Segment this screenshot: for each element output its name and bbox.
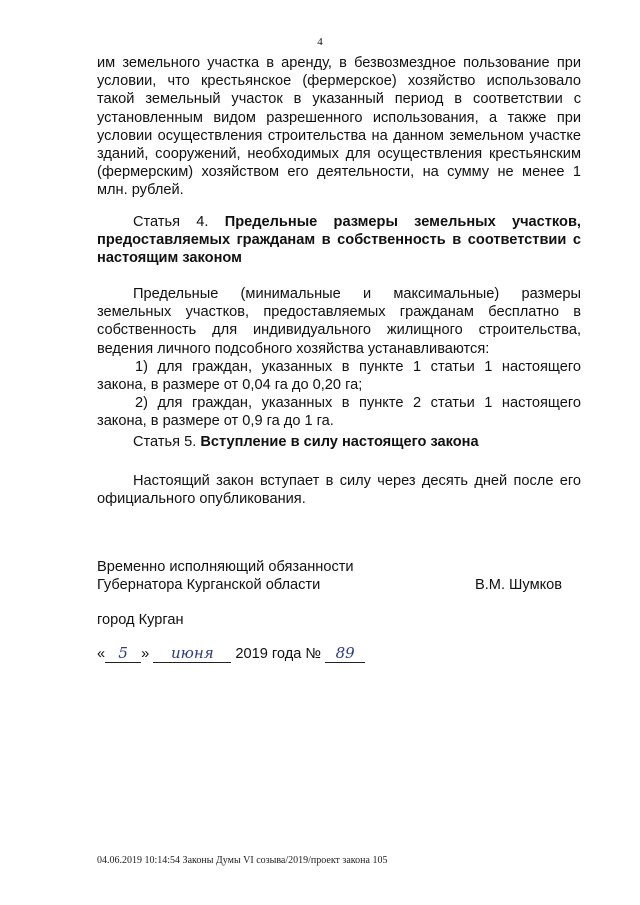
article-4-item-2: 2) для граждан, указанных в пункте 2 статьи 1 настоящего закона, в размере от 0,9 га до 1 га. xyxy=(97,395,581,430)
date-month: июня xyxy=(153,645,231,663)
date-close-quote: » xyxy=(141,646,150,662)
law-number: 89 xyxy=(325,645,365,663)
signatory-name: В.М. Шумков xyxy=(475,577,563,593)
article-5-heading xyxy=(97,433,581,451)
date-year: 2019 года № xyxy=(235,646,322,662)
signatory-position xyxy=(97,558,354,594)
paragraph-continuation: им земельного участка в аренду, в безвозмездное пользование при условии, что крестьянское (фермерское) хозяйство использовало такой земельный участок в указанный период в соответствии с установленным видом разрешенного использования, а также при условии осуществления строительства на данном земельном участке зданий, сооружений, необходимых для осуществления крестьянским (фермерским) хозяйством его деятельности, на сумму не менее 1 млн. рублей. xyxy=(97,55,581,199)
article-5-title: Вступление в силу настоящего закона xyxy=(200,434,479,450)
date-line xyxy=(97,645,365,663)
city: город Курган xyxy=(97,612,184,628)
signatory-position-line-2: Губернатора Курганской области xyxy=(97,577,321,594)
footer-file-path: 04.06.2019 10:14:54 Законы Думы VI созыва/2019/проект закона 105 xyxy=(97,855,388,866)
article-5-body: Настоящий закон вступает в силу через десять дней после его официального опубликования. xyxy=(97,473,581,508)
date-day: 5 xyxy=(105,645,141,663)
article-4-title: Предельные размеры земельных участков, предоставляемых гражданам в собственность в соответствии с настоящим законом xyxy=(97,214,581,267)
article-4-intro: Предельные (минимальные и максимальные) размеры земельных участков, предоставляемых гражданам бесплатно в собственность для индивидуального жилищного строительства, ведения личного подсобного хозяйства устанавливаются: xyxy=(97,286,581,357)
article-4-body xyxy=(97,285,581,431)
date-open-quote: « xyxy=(97,646,106,662)
page-number: 4 xyxy=(317,36,323,48)
article-4-item-1: 1) для граждан, указанных в пункте 1 статьи 1 настоящего закона, в размере от 0,04 га до 0,20 га; xyxy=(97,358,581,394)
article-4-heading xyxy=(97,213,581,268)
article-4-prefix: Статья 4. xyxy=(133,214,225,230)
article-5-prefix: Статья 5. xyxy=(133,434,201,450)
signatory-position-line-1: Временно исполняющий обязанности xyxy=(97,559,354,575)
